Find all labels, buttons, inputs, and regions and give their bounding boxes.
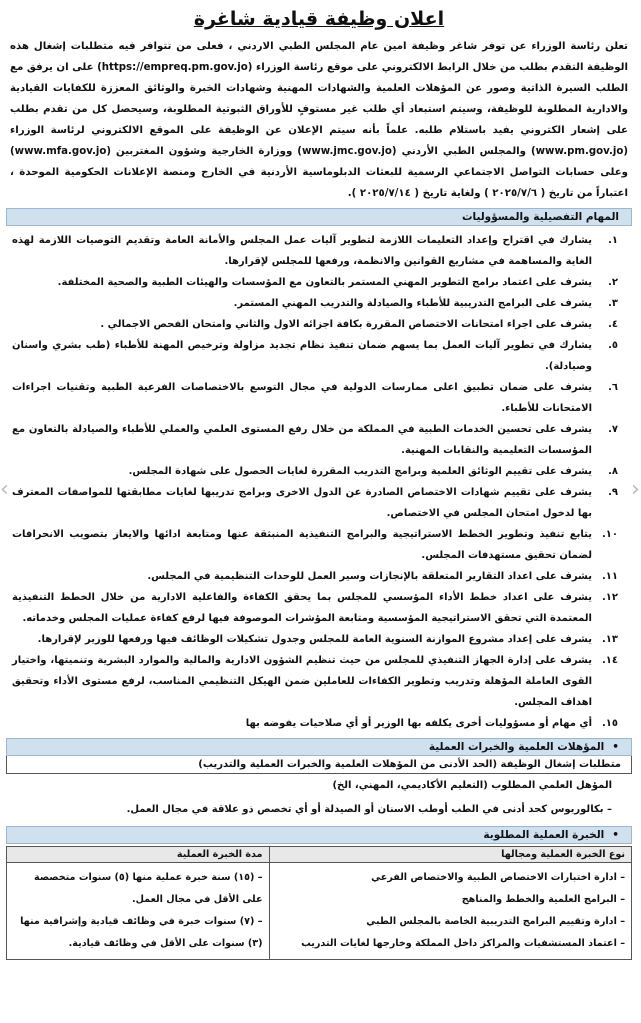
list-item: ١٤. يشرف على إدارة الجهاز التنفيذي للمجلس من حيث تنظيم الشؤون الادارية والمالية والموارد البشرية وتنميتها، واختيار القوى العاملة المؤهلة وتدريب وتطوير الكفاءات للعاملين ضمن الهيكل التنظيمي المناسب، لرفع مستوى الأداء وتحقيق اهداف المجلس. bbox=[12, 655, 618, 708]
quals-subheader: متطلبات إشغال الوظيفة (الحد الأدنى من المؤهلات العلمية والخبرات العملية والتدريب) bbox=[6, 756, 632, 774]
list-item: ٩. يشرف على تقييم شهادات الاختصاص الصادرة عن الدول الاخرى وبرامج تدريبها لغايات مطابقتها للمواصفات المعترف بها لدخول امتحان المجلس في الاختصاص. bbox=[12, 487, 618, 519]
experience-type: – البرامج العلمية والخطط والمناهج bbox=[461, 894, 625, 905]
next-arrow-icon[interactable]: › bbox=[631, 477, 640, 502]
list-item: ١. يشارك في اقتراح وإعداد التعليمات اللازمة لتطوير آليات عمل المجلس والأمانة العامة وتقديم التوصيات اللازمة لهذه الغاية والمساهمة في مشاريع القوانين والانظمة، ورفعها للمجلس لإقرارها. bbox=[12, 235, 618, 267]
list-item: ٥. يشارك في تطوير آليات العمل بما يسهم ضمان تنفيذ نظام تجديد مزاولة وترخيص المهنة للأطباء (طب بشري واسنان وصيادلة). bbox=[12, 340, 618, 372]
table-header-row bbox=[7, 847, 632, 863]
experience-type: – اعتماد المستشفيات والمراكز داخل المملكة وخارجها لغايات التدريب bbox=[301, 938, 625, 949]
list-item: ٧. يشرف على تحسين الخدمات الطبية في المملكة من خلال رفع المستوى العلمي والعملي للأطباء والصيادلة بالتعاون مع المؤسسات التعليمية والنقابات المهنية. bbox=[12, 424, 618, 456]
list-item: ١٢. يشرف على اعداد خطط الأداء المؤسسي للمجلس بما يحقق الكفاءة والفاعلية الادارية من خلال الخطط التنفيذية المعتمدة التي تحقق الاستراتيجية المؤسسية ومتابعة المؤشرات الموصوفة فيها لرفع كفاءة عمليات المجلس وخدماته. bbox=[12, 592, 618, 624]
list-item: ٦. يشرف على ضمان تطبيق اعلى ممارسات الدولية في مجال التوسع بالاختصاصات الفرعية الطبية وتقنيات اجراءات الامتحانات للأطباء. bbox=[12, 382, 618, 414]
prev-arrow-icon[interactable]: ‹ bbox=[0, 477, 9, 502]
list-item: ١١. يشرف على اعداد التقارير المتعلقة بالإنجازات وسير العمل للوحدات التنظيمية في المجلس. bbox=[147, 571, 618, 582]
edu-label: المؤهل العلمي المطلوب (التعليم الأكاديمي، المهني، الخ) bbox=[332, 780, 612, 791]
experience-type: – ادارة اختبارات الاختصاص الطبية والاختصاص الفرعي bbox=[371, 872, 625, 883]
list-item: ١٣. يشرف على إعداد مشروع الموازنة السنوية العامة للمجلس وجدول تشكيلات الوظائف فيها ورفعها للوزير لإقرارها. bbox=[37, 634, 618, 645]
experience-header: • الخبرة العملية المطلوبة bbox=[6, 826, 632, 844]
experience-duration: – (٧) سنوات خبرة في وظائف قيادية وإشرافية منها (٣) سنوات على الأقل في وظائف قيادية. bbox=[20, 916, 263, 949]
col-duration-header: مدة الخبرة العملية bbox=[7, 847, 270, 863]
experience-table bbox=[6, 846, 632, 960]
edu-text: – بكالوريوس كحد أدنى في الطب أوطب الاسنان أو الصيدلة أو أي تخصص ذو علاقة في مجال العمل. bbox=[126, 804, 612, 815]
tasks-list bbox=[6, 226, 632, 734]
col-type-header: نوع الخبرة العملية ومجالها bbox=[269, 847, 632, 863]
experience-duration: – (١٥) سنة خبرة عملية منها (٥) سنوات متخصصة على الأقل في مجال العمل. bbox=[34, 872, 263, 905]
list-item: ٨. يشرف على تقييم الوثائق العلمية وبرامج التدريب المقررة لغايات الحصول على شهادة المجلس. bbox=[128, 466, 618, 477]
list-item: ١٥. أي مهام أو مسؤوليات أخرى يكلفه بها الوزير أو أي صلاحيات يفوضه بها bbox=[245, 718, 618, 729]
list-item: ٢. يشرف على اعتماد برامج التطوير المهني المستمر بالتعاون مع المؤسسات والهيئات الطبية والصحية المختلفة. bbox=[57, 277, 618, 288]
quals-header: • المؤهلات العلمية والخبرات العملية bbox=[6, 738, 632, 756]
intro-paragraph: تعلن رئاسة الوزراء عن توفر شاغر وظيفة امين عام المجلس الطبي الاردني ، فعلى من تتوافر فيه متطلبات إشغال هذه الوظيفة التقدم بطلب من خلال الرابط الالكتروني على موقع رئاسة الوزراء (https://empreq.pm.gov.jo) على ان يرفق مع الطلب السيرة الذاتية وصور عن المؤهلات العلمية والشهادات المهنية وشهادات الخبرة والوثائق المعززة للكفايات القيادية والادارية المطلوبة للوظيفة، وسيتم استبعاد أي طلب غير مستوفٍ للأوراق الثبوتية المطلوبة، وسيحصل كل من تقدم بطلب على إشعار الكتروني يفيد باستلام طلبه. علماً بأنه سيتم الإعلان عن الوظيفة على الموقع الالكتروني لرئاسة الوزراء (www.pm.gov.jo) والمجلس الطبي الأردني (www.jmc.gov.jo) ووزارة الخارجية وشؤون المغتربين (www.mfa.gov.jo) وعلى حسابات التواصل الاجتماعي الرسمية للبعثات الدبلوماسية الأردنية في الخارج ومنصة الإعلانات الحكومية الموحدة ، اعتباراً من تاريخ ( ٢٠٢٥/٧/٦ ) ولغاية تاريخ ( ٢٠٢٥/٧/١٤ ). bbox=[10, 41, 628, 199]
job-announcement bbox=[6, 4, 632, 960]
list-item: ٤. يشرف على اجراء امتحانات الاختصاص المقررة بكافة اجزائه الاول والثاني وامتحان الفحص الاجمالي . bbox=[100, 319, 618, 330]
table-row bbox=[7, 863, 632, 960]
list-item: ٣. يشرف على البرامج التدريبية للأطباء والصيادلة والتدريب المهني المستمر. bbox=[233, 298, 618, 309]
experience-type: – ادارة وتقييم البرامج التدريبية الخاصة بالمجلس الطبي bbox=[366, 916, 625, 927]
tasks-header: المهام التفصيلية والمسؤوليات bbox=[6, 208, 632, 226]
list-item: ١٠. يتابع تنفيذ وتطوير الخطط الاستراتيجية والبرامج التنفيذية المنبثقة عنها ومتابعة ادائها والايعاز بتصويب الانحرافات لضمان تحقيق مستهدفات المجلس. bbox=[12, 529, 618, 561]
page-title: اعلان وظيفة قيادية شاغرة bbox=[193, 8, 445, 30]
